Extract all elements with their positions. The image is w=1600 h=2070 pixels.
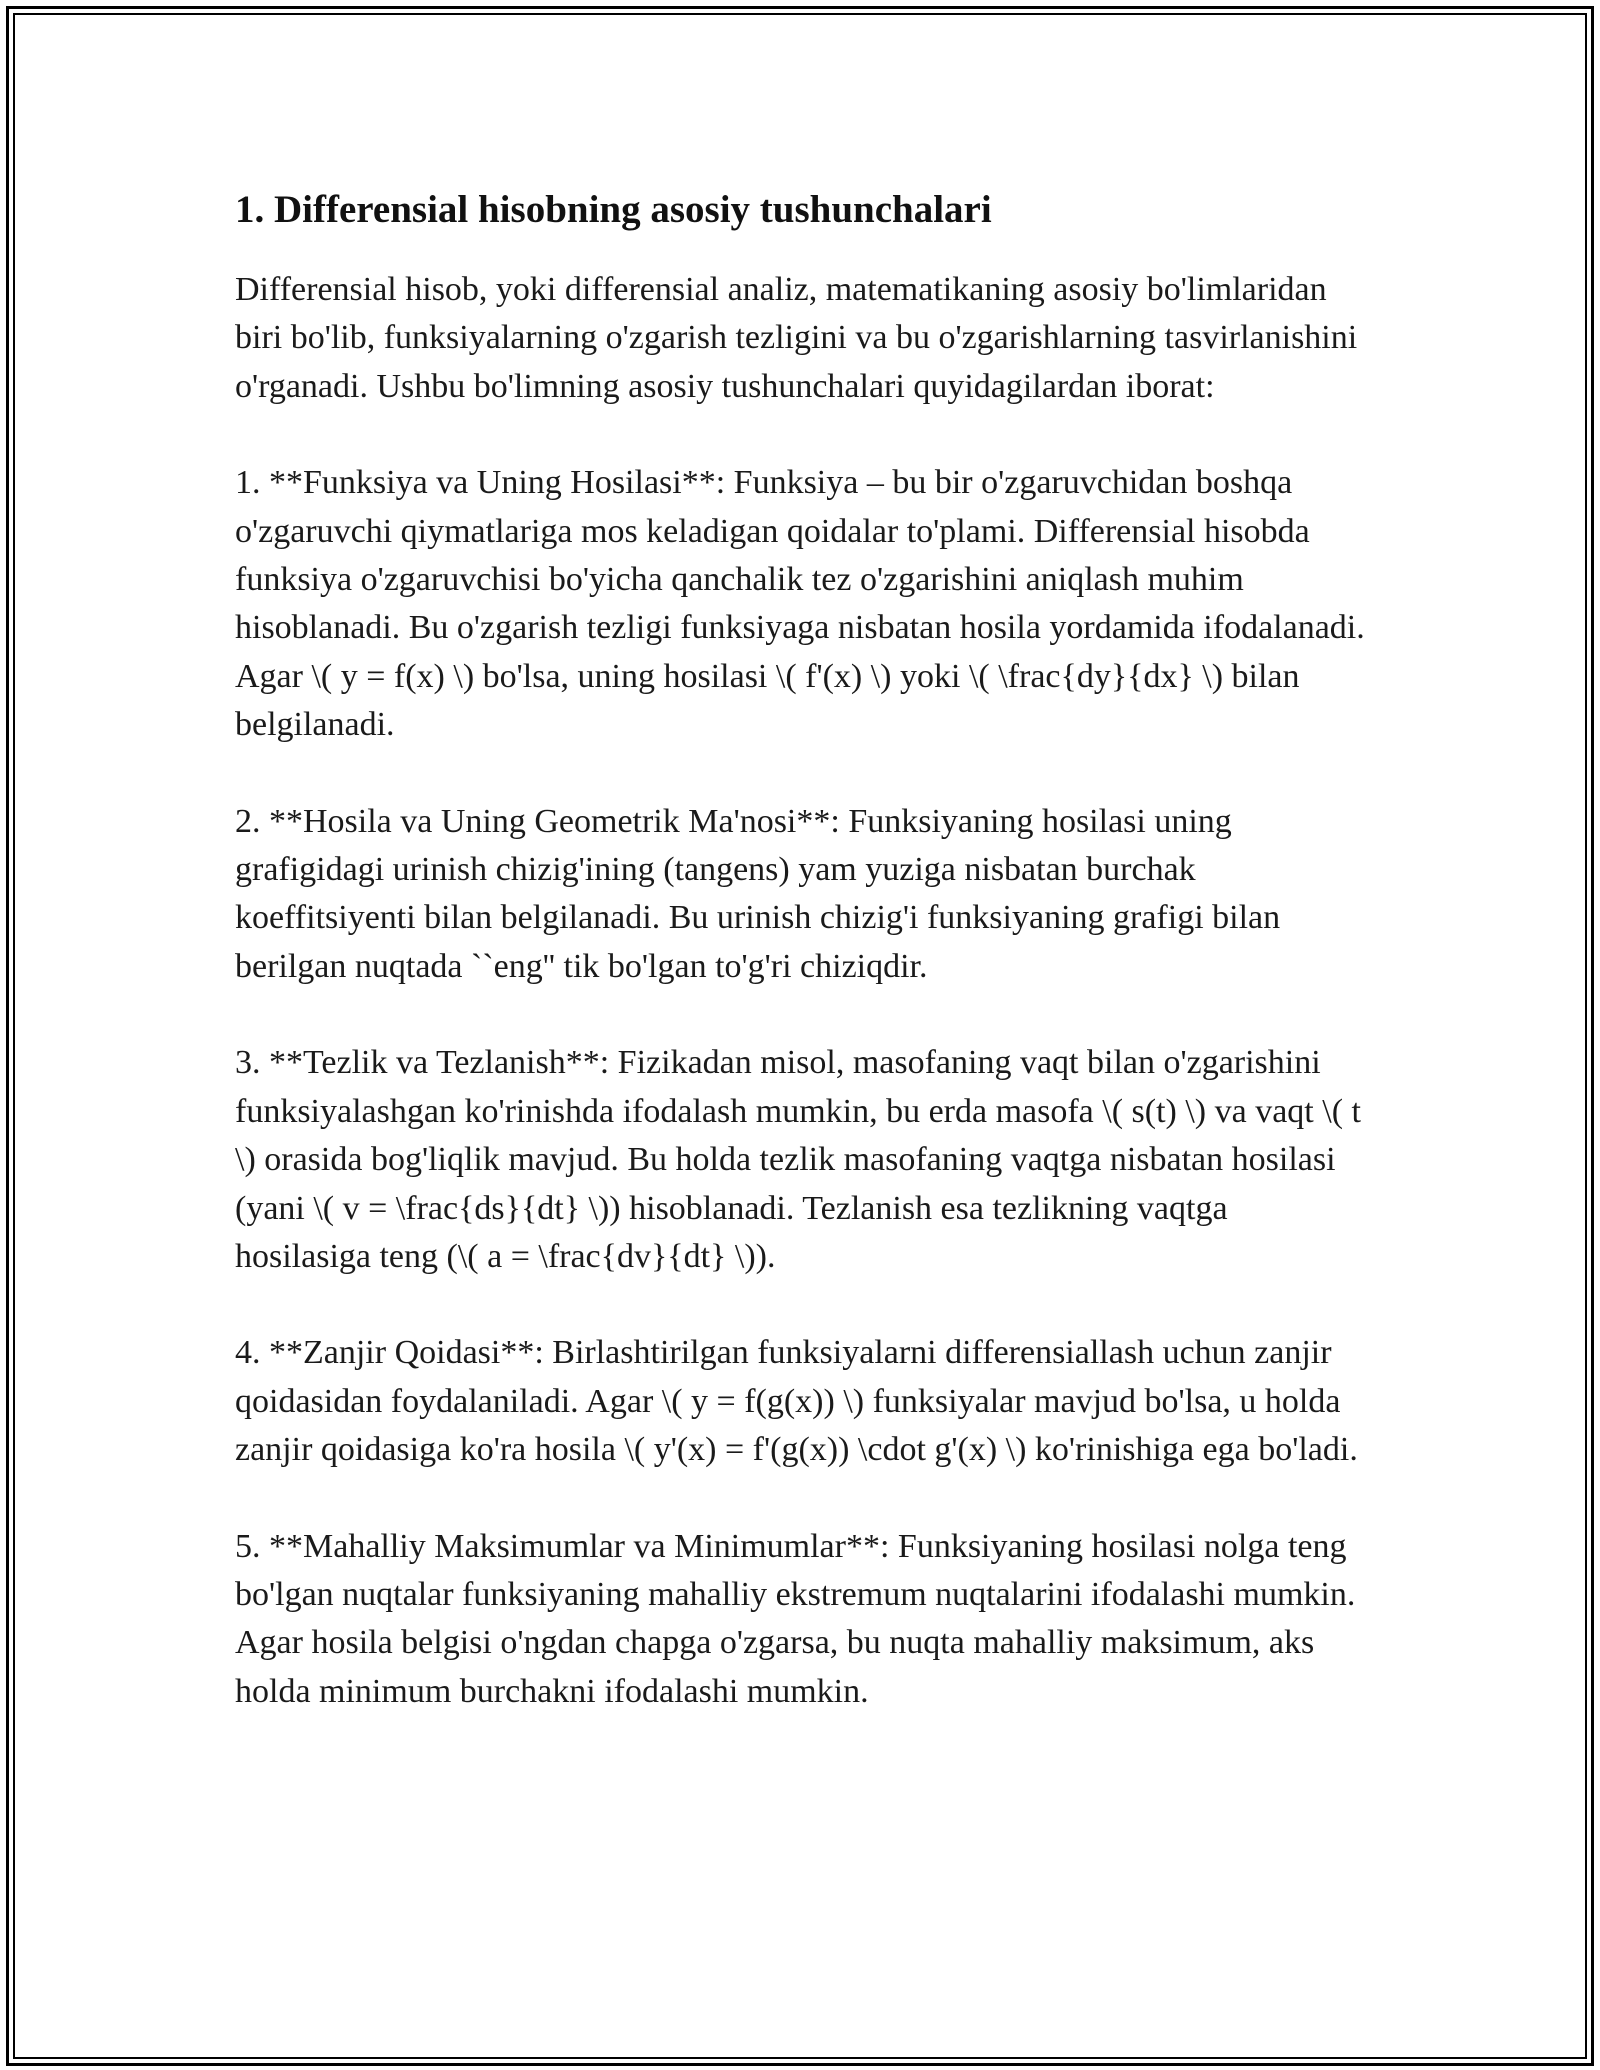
paragraph-tezlik-va-tezlanish: 3. **Tezlik va Tezlanish**: Fizikadan misol, masofaning vaqt bilan o'zgarishini funksiyalashgan ko'rinishda ifodalash mumkin, bu erda masofa \( s(t) \) va vaqt \( t \) orasida bog'liqlik mavjud. Bu holda tezlik masofaning vaqtga nisbatan hosilasi (yani \( v = \frac{ds}{dt} \)) hisoblanadi. Tezlanish esa tezlikning vaqtga hosilasiga teng (\( a = \frac{dv}{dt} \)). <box>235 1044 1361 1275</box>
paragraph-zanjir-qoidasi: 4. **Zanjir Qoidasi**: Birlashtirilgan funksiyalarni differensiallash uchun zanjir qoidasidan foydalaniladi. Agar \( y = f(g(x)) \) funksiyalar mavjud bo'lsa, u holda zanjir qoidasiga ko'ra hosila \( y'(x) = f'(g(x)) \cdot g'(x) \) ko'rinishiga ega bo'ladi. <box>235 1334 1358 1469</box>
paragraph-funksiya-va-hosilasi: 1. **Funksiya va Uning Hosilasi**: Funksiya – bu bir o'zgaruvchidan boshqa o'zgaruvchi qiymatlariga mos keladigan qoidalar to'plami. Differensial hisobda funksiya o'zgaruvchisi bo'yicha qanchalik tez o'zgarishini aniqlash muhim hisoblanadi. Bu o'zgarish tezligi funksiyaga nisbatan hosila yordamida ifodalanadi. Agar \( y = f(x) \) bo'lsa, uning hosilasi \( f'(x) \) yoki \( \frac{dy}{dx} \) bilan belgilanadi. <box>235 464 1365 744</box>
intro-paragraph: Differensial hisob, yoki differensial analiz, matematikaning asosiy bo'limlaridan biri bo'lib, funksiyalarning o'zgarish tezligini va bu o'zgarishlarning tasvirlanishini o'rganadi. Ushbu bo'limning asosiy tushunchalari quyidagilardan iborat: <box>235 271 1358 405</box>
paragraph-maksimum-minimum: 5. **Mahalliy Maksimumlar va Minimumlar**: Funksiyaning hosilasi nolga teng bo'lgan nuqtalar funksiyaning mahalliy ekstremum nuqtalarini ifodalashi mumkin. Agar hosila belgisi o'ngdan chapga o'zgarsa, bu nuqta mahalliy maksimum, aks holda minimum burchakni ifodalashi mumkin. <box>235 1527 1356 1710</box>
paragraph-geometrik-manosi: 2. **Hosila va Uning Geometrik Ma'nosi**: Funksiyaning hosilasi uning grafigidagi urinish chizig'ining (tangens) yam yuziga nisbatan burchak koeffitsiyenti bilan belgilanadi. Bu urinish chizig'i funksiyaning grafigi bilan berilgan nuqtada ``eng'' tik bo'lgan to'g'ri chiziqdir. <box>235 802 1281 985</box>
document-body <box>235 186 1370 1764</box>
section-title: 1. Differensial hisobning asosiy tushunchalari <box>235 188 992 231</box>
